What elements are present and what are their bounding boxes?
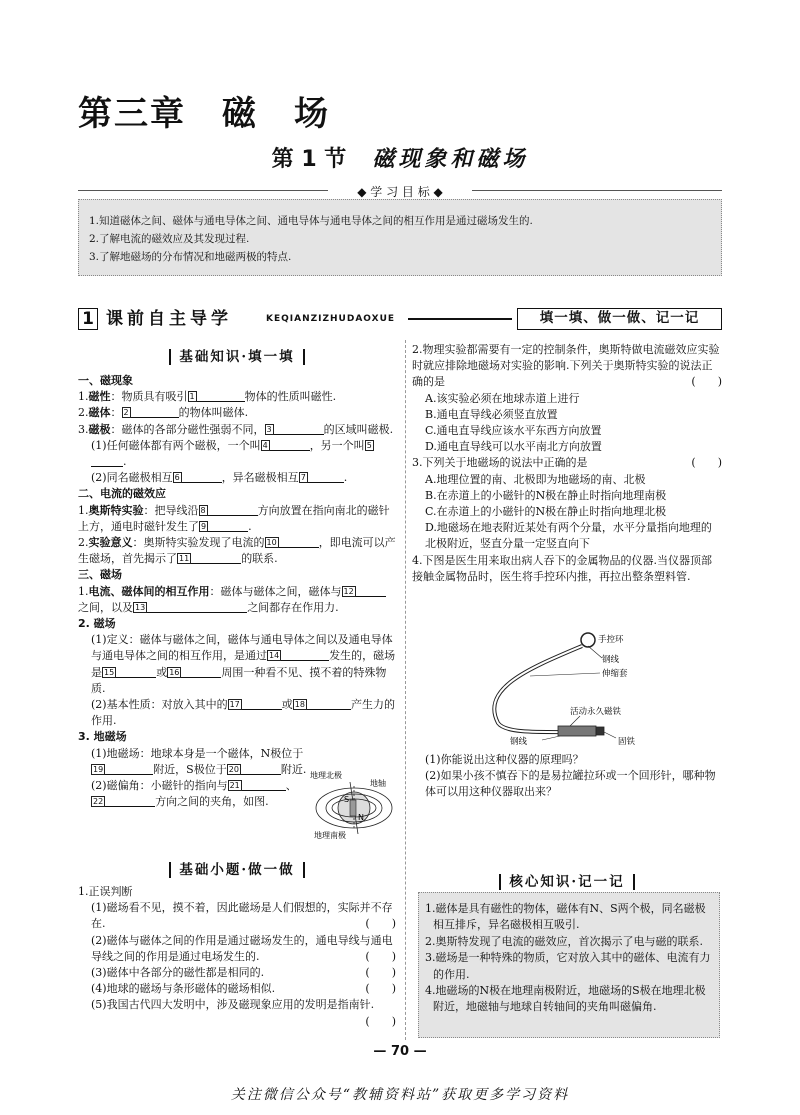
section-title bbox=[0, 142, 800, 173]
section-name: 磁现象和磁场 bbox=[372, 146, 529, 172]
core-heading bbox=[412, 870, 722, 890]
fill-blank bbox=[131, 406, 179, 418]
subsection-title: 3. 地磁场 bbox=[78, 730, 127, 744]
goals-heading: ◆ 学 习 目 标 ◆ bbox=[78, 183, 722, 197]
question-m2-2: (2)基本性质：对放入其中的 17 或 18 产生力的作用. bbox=[91, 698, 395, 728]
fill-blank bbox=[208, 504, 258, 516]
question-2-stem: 2.物理实验都需要有一定的控制条件，奥斯特做电流磁效应实验时就应排除地磁场对实验的影响.下列关于奥斯特实验的说法正确的是 ( ) bbox=[412, 343, 722, 389]
basic-fill-heading-text: 基础知识·填一填 bbox=[169, 349, 304, 365]
basic-do-heading bbox=[78, 858, 396, 878]
subsection-title: 2. 磁场 bbox=[78, 617, 116, 631]
iron-label: 固铁 bbox=[618, 737, 636, 746]
earth-s-label: S bbox=[344, 795, 350, 804]
sub-question: (2)如果小孩不慎吞下的是易拉罐拉环或一个回形针，哪种物体可以用这种仪器取出来？ bbox=[425, 769, 716, 799]
goal-item: 3.了解地磁场的分布情况和地磁两极的特点. bbox=[89, 251, 292, 263]
fixed-iron-icon bbox=[596, 727, 604, 735]
column-divider bbox=[405, 340, 406, 1040]
option: A.地理位置的南、北极即为地磁场的南、北极 bbox=[425, 472, 646, 486]
banner-pinyin: KEQIANZIZHUDAOXUE bbox=[266, 314, 396, 324]
geographic-south-label: 地理南极 bbox=[314, 831, 346, 840]
earth-magnetic-figure bbox=[310, 768, 402, 840]
earth-n-label: N bbox=[358, 813, 364, 822]
banner-rule bbox=[408, 318, 512, 320]
tube-outer bbox=[494, 646, 590, 732]
retrieval-instrument-figure bbox=[470, 628, 660, 746]
footer-note: 关注微信公众号“教辅资料站”获取更多学习资料 bbox=[230, 1087, 570, 1103]
question-3: 3.磁极：磁体的各部分磁性强弱不同， 3 的区域叫磁极. bbox=[78, 422, 394, 436]
fill-blank bbox=[270, 439, 310, 451]
ring-label: 手控环 bbox=[598, 635, 624, 645]
option: D.地磁场在地表附近某处有两个分量，水平分量指向地理的北极附近，竖直分量一定竖直向下 bbox=[425, 521, 712, 551]
fill-blank bbox=[241, 763, 281, 775]
basic-fill-section bbox=[78, 373, 396, 810]
banner-number: 1 bbox=[78, 308, 98, 330]
goal-item: 2.了解电流的磁效应及其发现过程. bbox=[89, 233, 250, 245]
hand-ring-icon bbox=[581, 633, 595, 647]
question-e1: 1.奥斯特实验：把导线沿 8 方向放置在指向南北的磁针上方，通电时磁针发生了 9 . bbox=[78, 503, 390, 533]
fill-blank bbox=[105, 763, 153, 775]
question-4-subquestions bbox=[412, 752, 722, 801]
question-e2: 2.实验意义：奥斯特实验发现了电流的 10 ，即电流可以产生磁场，首先揭示了 11 的联系. bbox=[78, 536, 396, 566]
wire-label-2: 钢线 bbox=[510, 737, 528, 746]
fill-blank bbox=[91, 455, 123, 467]
judge-item: (3)磁体中各部分的磁性都是相同的. ( ) bbox=[91, 966, 396, 980]
bar-magnet-icon bbox=[350, 800, 356, 816]
fill-blank bbox=[191, 552, 241, 564]
subsection-title: 一、磁现象 bbox=[78, 374, 133, 387]
fill-blank bbox=[356, 585, 386, 597]
option: B.在赤道上的小磁针的N极在静止时指向地理南极 bbox=[425, 488, 667, 502]
judge-item: (4)地球的磁场与条形磁体的磁场相似. ( ) bbox=[91, 982, 396, 996]
core-item: 4.地磁场的N极在地理南极附近，地磁场的S极在地理北极附近，地磁轴与地球自转轴间的夹角叫磁偏角. bbox=[425, 984, 706, 1014]
option: A.该实验必须在地球赤道上进行 bbox=[425, 391, 580, 405]
core-heading-text: 核心知识·记一记 bbox=[499, 874, 634, 890]
core-item: 3.磁场是一种特殊的物质，它对放入其中的磁体、电流有力的作用. bbox=[425, 951, 711, 981]
fill-blank bbox=[182, 471, 222, 483]
fill-blank bbox=[181, 666, 221, 678]
sub-question: (1)你能说出这种仪器的原理吗？ bbox=[425, 753, 584, 766]
earth-axis-label: 地轴 bbox=[370, 779, 386, 788]
option: B.通电直导线必须竖直放置 bbox=[425, 407, 558, 421]
basic-do-section bbox=[78, 884, 396, 1030]
fill-blank bbox=[274, 423, 324, 435]
fill-blank bbox=[242, 698, 282, 710]
judge-item: (5)我国古代四大发明中，涉及磁现象应用的发明是指南针. ( ) bbox=[91, 998, 396, 1028]
goals-heading-text: 学 习 目 标 bbox=[370, 185, 430, 199]
core-knowledge-box bbox=[418, 892, 720, 1038]
question-3-2: (2)同名磁极相互 6 ，异名磁极相互 7 . bbox=[91, 471, 348, 485]
judge-item: (1)磁场看不见，摸不着，因此磁场是人们假想的，实际并不存在. ( ) bbox=[91, 901, 396, 931]
question-m1: 1.电流、磁体间的相互作用：磁体与磁体之间，磁体与 12之间，以及 13 之间都存在作用力. bbox=[78, 584, 396, 616]
question-4-stem: 4.下图是医生用来取出病人吞下的金属物品的仪器.当仪器顶部接触金属物品时，医生将手控环内推，再拉出整条塑料管. bbox=[412, 553, 712, 583]
fill-blank bbox=[116, 666, 156, 678]
question-title: 1.正误判断 bbox=[78, 885, 133, 898]
option: C.在赤道上的小磁针的N极在静止时指向地理北极 bbox=[425, 505, 667, 519]
goal-item: 1.知道磁体之间、磁体与通电导体之间、通电导体与通电导体之间的相互作用是通过磁场发生的. bbox=[89, 215, 533, 227]
basic-fill-heading bbox=[78, 345, 396, 365]
page-number: — 70 — bbox=[373, 1044, 427, 1059]
question-m3-2: (2)磁偏角：小磁针的指向与 21 、22 方向之间的夹角，如图. bbox=[91, 779, 297, 809]
fill-blank bbox=[105, 795, 155, 807]
right-questions bbox=[412, 342, 722, 585]
option: D.通电直导线可以水平南北方向放置 bbox=[425, 440, 602, 454]
fill-blank bbox=[281, 649, 329, 661]
sleeve-label: 伸缩套 bbox=[602, 669, 628, 679]
option: C.通电直导线应该水平东西方向放置 bbox=[425, 424, 602, 438]
fill-blank bbox=[208, 520, 248, 532]
core-item: 2.奥斯特发现了电流的磁效应，首次揭示了电与磁的联系. bbox=[425, 934, 703, 948]
wire-label-1: 钢线 bbox=[602, 655, 620, 665]
basic-do-heading-text: 基础小题·做一做 bbox=[169, 862, 304, 878]
magnet-label: 活动永久磁铁 bbox=[570, 707, 622, 717]
subsection-title: 三、磁场 bbox=[78, 568, 122, 582]
core-item: 1.磁体是具有磁性的物体，磁体有N、S两个极，同名磁极相互排斥，异名磁极相互吸引. bbox=[425, 902, 706, 932]
question-2: 2.磁体： 2 的物体叫磁体. bbox=[78, 406, 249, 420]
subsection-title: 二、电流的磁效应 bbox=[78, 487, 166, 501]
fill-blank bbox=[307, 698, 351, 710]
goals-box bbox=[78, 199, 722, 276]
fill-blank bbox=[279, 536, 319, 548]
banner-title: 课前自主导学 bbox=[106, 309, 232, 329]
fill-blank bbox=[242, 779, 286, 791]
chapter-title: 第三章 磁 场 bbox=[78, 94, 330, 134]
question-3-stem: 3.下列关于地磁场的说法中正确的是 ( ) bbox=[412, 456, 722, 470]
banner-right-label: 填一填、做一做、记一记 bbox=[517, 308, 722, 330]
question-1: 1.磁性：物质具有吸引 1 物体的性质叫磁性. bbox=[78, 390, 337, 404]
geographic-north-label: 地理北极 bbox=[310, 771, 342, 780]
fill-blank bbox=[197, 390, 245, 402]
permanent-magnet-icon bbox=[558, 726, 596, 736]
judge-item: (2)磁体与磁体之间的作用是通过磁场发生的，通电导线与通电导线之间的作用是通过电场发生的. ( ) bbox=[91, 933, 396, 963]
question-m3-1: (1)地磁场：地球本身是一个磁体，N极位于19 附近，S极位于 20 附近. bbox=[91, 746, 307, 776]
fill-blank bbox=[308, 471, 344, 483]
section-number: 第 1 节 bbox=[271, 147, 347, 172]
fill-blank bbox=[147, 601, 247, 613]
question-m2-1: (1)定义：磁体与磁体之间，磁体与通电导体之间以及通电导体与通电导体之间的相互作用，是通过 14 发生的，磁场是 15 或 16 周围一种看不见、摸不着的特殊物质. bbox=[91, 633, 396, 695]
question-3-1: (1)任何磁体都有两个磁极，一个叫 4 ，另一个叫 5. bbox=[91, 438, 372, 469]
section-banner bbox=[78, 308, 722, 330]
